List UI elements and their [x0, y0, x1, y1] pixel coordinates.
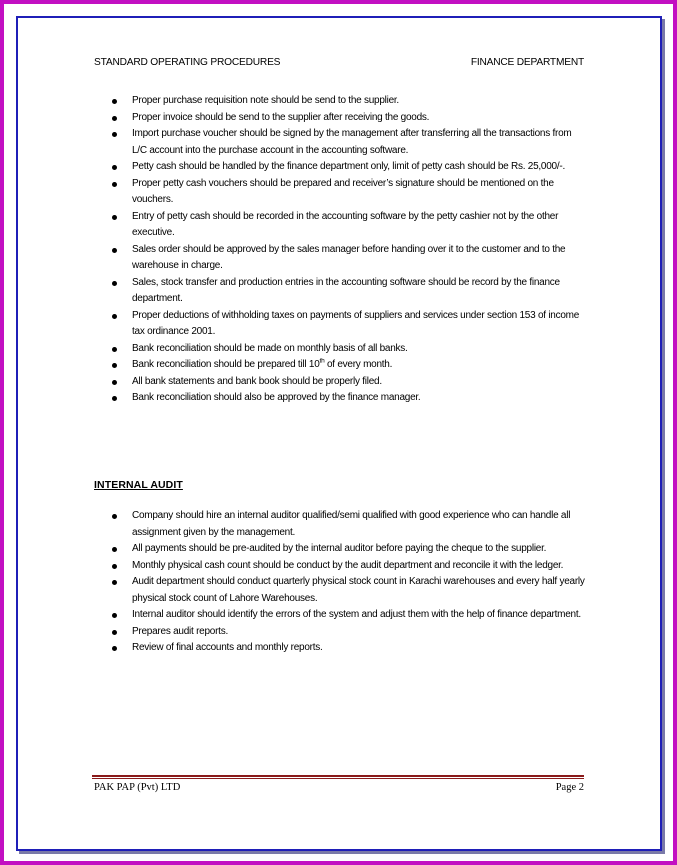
bullet-icon: [112, 363, 117, 368]
list-item: Proper invoice should be send to the supplier after receiving the goods.: [94, 110, 586, 127]
bullet-icon: [112, 380, 117, 385]
bullet-icon: [112, 182, 117, 187]
bullet-icon: [112, 613, 117, 618]
bullet-icon: [112, 116, 117, 121]
list-item: Bank reconciliation should be prepared till 10th of every month.: [94, 357, 586, 374]
list-item: Sales order should be approved by the sales manager before handing over it to the customer and to the warehouse in charge.: [94, 242, 586, 275]
bullet-icon: [112, 99, 117, 104]
footer-divider: [92, 775, 584, 779]
ordinal-suffix: th: [319, 357, 325, 365]
list-item: Sales, stock transfer and production entries in the accounting software should be record by the finance department.: [94, 275, 586, 308]
footer-rule-thick: [92, 775, 584, 777]
footer-rule-thin: [92, 778, 584, 779]
bullet-icon: [112, 514, 117, 519]
bullet-icon: [112, 646, 117, 651]
bullet-icon: [112, 248, 117, 253]
bullet-icon: [112, 132, 117, 137]
list-item: Internal auditor should identify the errors of the system and adjust them with the help of finance department.: [94, 607, 586, 624]
list-item: Proper petty cash vouchers should be prepared and receiver’s signature should be mentioned on the vouchers.: [94, 176, 586, 209]
bullet-icon: [112, 281, 117, 286]
bullet-icon: [112, 215, 117, 220]
bullet-icon: [112, 347, 117, 352]
list-item: Company should hire an internal auditor qualified/semi qualified with good experience who can handle all assignment given by the management.: [94, 508, 586, 541]
list-item: Prepares audit reports.: [94, 624, 586, 641]
bullet-icon: [112, 165, 117, 170]
list-item: Import purchase voucher should be signed by the management after transferring all the transactions from L/C account into the purchase account in the accounting software.: [94, 126, 586, 159]
footer-page-number: Page 2: [555, 782, 584, 793]
list-item: Review of final accounts and monthly reports.: [94, 640, 586, 657]
list-item: Bank reconciliation should be made on monthly basis of all banks.: [94, 341, 586, 358]
internal-audit-heading: INTERNAL AUDIT: [94, 479, 183, 491]
list-item: Proper purchase requisition note should be send to the supplier.: [94, 93, 586, 110]
bullet-icon: [112, 630, 117, 635]
list-item: Entry of petty cash should be recorded in the accounting software by the petty cashier not by the other executive.: [94, 209, 586, 242]
bullet-icon: [112, 314, 117, 319]
bullet-icon: [112, 396, 117, 401]
list-item: All payments should be pre-audited by the internal auditor before paying the cheque to the supplier.: [94, 541, 586, 558]
list-item: All bank statements and bank book should be properly filed.: [94, 374, 586, 391]
list-item: Monthly physical cash count should be conduct by the audit department and reconcile it with the ledger.: [94, 558, 586, 575]
footer-company: PAK PAP (Pvt) LTD: [94, 782, 181, 793]
list-item: Petty cash should be handled by the finance department only, limit of petty cash should be Rs. 25,000/-.: [94, 159, 586, 176]
bullet-icon: [112, 580, 117, 585]
header-left: STANDARD OPERATING PROCEDURES: [94, 57, 281, 68]
list-item: Bank reconciliation should also be approved by the finance manager.: [94, 390, 586, 407]
list-item: Proper deductions of withholding taxes on payments of suppliers and services under section 153 of income tax ordinance 2001.: [94, 308, 586, 341]
finance-procedures-list: [94, 93, 586, 407]
internal-audit-list: [94, 508, 586, 657]
header-right: FINANCE DEPARTMENT: [470, 57, 584, 68]
bullet-icon: [112, 564, 117, 569]
list-item: Audit department should conduct quarterly physical stock count in Karachi warehouses and every half yearly physical stock count of Lahore Warehouses.: [94, 574, 586, 607]
bullet-icon: [112, 547, 117, 552]
